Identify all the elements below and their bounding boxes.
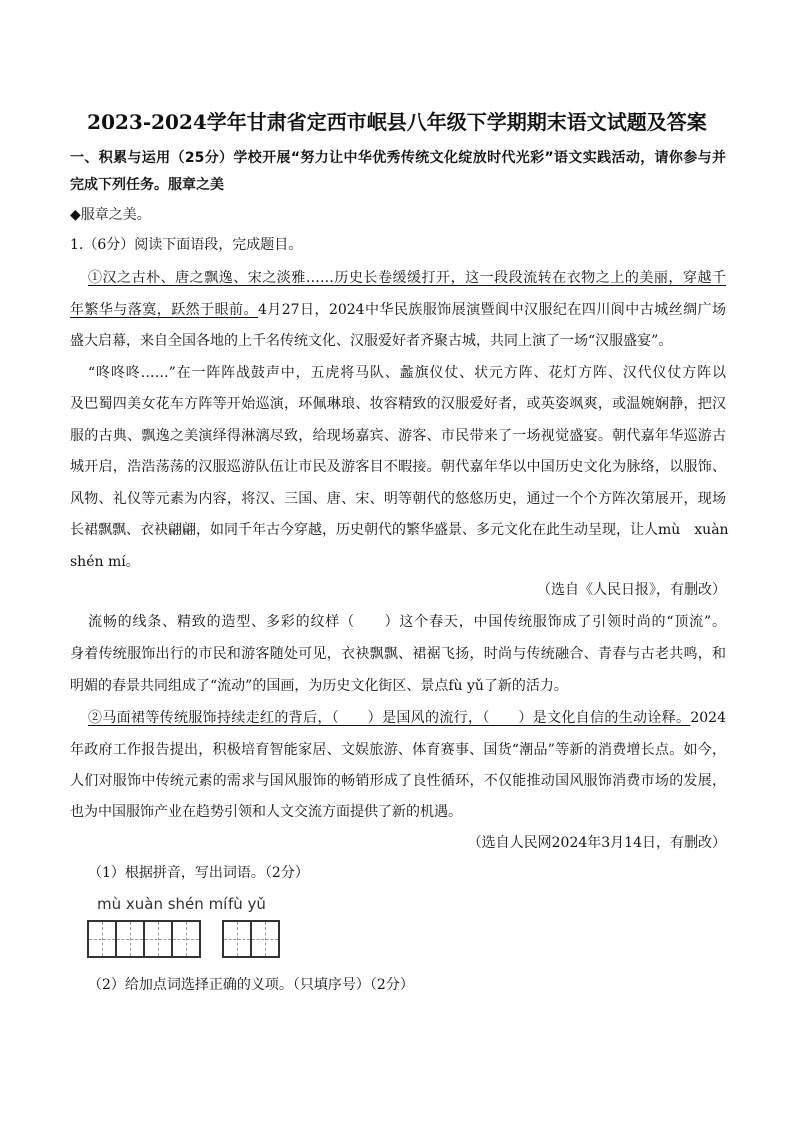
writing-box xyxy=(252,922,278,956)
text-segment: 4月27日，2024中华民族服饰展演暨阆中汉服纪在四川阆中古城丝绸广场 xyxy=(257,302,726,318)
answer-grid-word-2 xyxy=(222,920,280,958)
text-segment: （选自《人民日报》，有删改） xyxy=(537,582,726,598)
passage-line xyxy=(70,394,726,414)
passage-line xyxy=(70,771,726,791)
underlined-text: ②马面裙等传统服饰持续走红的背后，（ ）是国风的流行，（ ）是文化自信的生动诠释。 xyxy=(88,710,691,726)
passage-line xyxy=(70,300,726,320)
pinyin-word-1: mù xuàn shén mí xyxy=(97,895,228,913)
text-segment: 身着传统服饰出行的市民和游客随处可见，衣袂飘飘、裙裾飞扬，时尚与传统融合、青春与古老共鸣，和 xyxy=(70,646,726,662)
passage-line xyxy=(70,580,726,600)
underlined-text: 年繁华与落寞，跃然于眼前。 xyxy=(70,302,258,318)
passage-line xyxy=(70,426,726,446)
writing-box xyxy=(145,922,173,956)
passage-line xyxy=(70,457,726,477)
passage-line xyxy=(88,863,726,883)
text-segment: 风物、礼仪等元素为内容，将汉、三国、唐、宋、明等朝代的悠悠历史，通过一个个方阵次第展开，现场 xyxy=(70,491,726,507)
section-heading-line-2: 完成下列任务。服章之美 xyxy=(70,177,224,193)
text-segment: 流畅的线条、精致的造型、多彩的纹样（ ）这个春天，中国传统服饰成了引领时尚的“顶流”。 xyxy=(88,614,726,630)
text-segment: （选自人民网2024年3月14日，有删改） xyxy=(467,835,726,851)
passage-line xyxy=(88,612,726,632)
text-segment: 服的古典、飘逸之美演绎得淋漓尽致，给现场嘉宾、游客、市民带来了一场视觉盛宴。朝代嘉年华巡游古 xyxy=(70,428,726,444)
text-segment: 年政府工作报告提出，积极培育智能家居、文娱旅游、体育赛事、国货“潮品”等新的消费增长点。如今， xyxy=(70,742,726,758)
passage-line xyxy=(70,520,729,540)
subheading: ◆服章之美。 xyxy=(70,207,151,223)
question-1-prompt: 1.（6分）阅读下面语段，完成题目。 xyxy=(70,237,303,253)
writing-box xyxy=(173,922,199,956)
pinyin-word-2: fù yǔ xyxy=(228,895,266,913)
text-segment: 及巴蜀四美女花车方阵等开始巡演，环佩琳琅、妆容精致的汉服爱好者，或英姿飒爽，或温婉娴静，把汉 xyxy=(70,396,726,412)
subquestion-2-prompt: （2）给加点词选择正确的义项。（只填序号）（2分） xyxy=(88,977,414,993)
passage-line xyxy=(70,740,726,760)
passage-line xyxy=(70,489,726,509)
text-segment: shén mí。 xyxy=(70,554,140,570)
text-segment: 城开启，浩浩荡荡的汉服巡游队伍让市民及游客目不暇接。朝代嘉年华以中国历史文化为脉络，以服饰、 xyxy=(70,459,726,475)
writing-box xyxy=(89,922,117,956)
text-segment: 明媚的春景共同组成了“流动”的国画，为历史文化街区、景点fù yǔ了新的活力。 xyxy=(70,678,568,694)
passage-line xyxy=(88,363,726,383)
text-segment: 也为中国服饰产业在趋势引领和人文交流方面提供了新的机遇。 xyxy=(70,804,462,820)
document-title: 2023-2024学年甘肃省定西市岷县八年级下学期期末语文试题及答案 xyxy=(87,110,707,134)
passage-line xyxy=(70,331,726,351)
text-segment: （1）根据拼音，写出词语。（2分） xyxy=(88,865,309,881)
passage-line xyxy=(70,833,726,853)
text-segment: 2024 xyxy=(690,710,726,726)
passage-line xyxy=(70,802,726,822)
passage-line xyxy=(70,676,726,696)
passage-line xyxy=(70,552,726,572)
text-segment: 人们对服饰中传统元素的需求与国风服饰的畅销形成了良性循环，不仅能推动国风服饰消费市场的发展， xyxy=(70,773,726,789)
writing-box xyxy=(117,922,145,956)
section-heading-line-1: 一、积累与运用（25分）学校开展“努力让中华优秀传统文化绽放时代光彩”语文实践活动，请你参与并 xyxy=(70,150,726,166)
answer-grid-word-1 xyxy=(87,920,201,958)
passage-line xyxy=(88,708,726,728)
passage-line xyxy=(88,268,726,288)
text-segment: “咚咚咚……”在一阵阵战鼓声中，五虎将马队、蠡旗仪仗、状元方阵、花灯方阵、汉代仪仗方阵以 xyxy=(88,365,726,381)
writing-box xyxy=(224,922,252,956)
passage-line xyxy=(70,644,726,664)
text-segment: 盛大启幕，来自全国各地的上千名传统文化、汉服爱好者齐聚古城，共同上演了一场“汉服盛宴”。 xyxy=(70,333,673,349)
underlined-text: ①汉之古朴、唐之飘逸、宋之淡雅……历史长卷缓缓打开，这一段段流转在衣物之上的美丽，穿越千 xyxy=(88,270,726,286)
text-segment: 长裙飘飘、衣袂翩翩，如同千年古今穿越，历史朝代的繁华盛景、多元文化在此生动呈现，让人mù xuàn xyxy=(70,522,729,538)
